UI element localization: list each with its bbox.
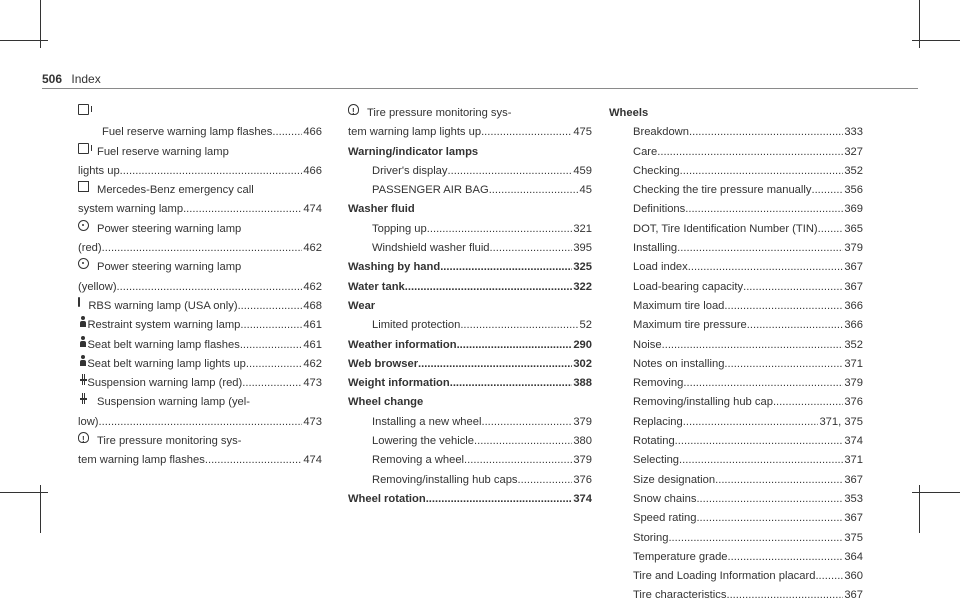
entry-text: Mercedes-Benz emergency call: [97, 184, 254, 197]
page-ref: 366: [844, 299, 863, 312]
sos-icon: [78, 181, 89, 192]
power-steering-icon: [78, 258, 89, 269]
seat-belt-icon: [78, 355, 79, 366]
index-entry: [78, 297, 322, 316]
dot-leader: [696, 490, 843, 509]
index-entry: [78, 316, 322, 335]
page-ref: 379: [573, 454, 592, 467]
entry-text: Tire pressure monitoring sys-: [97, 435, 242, 448]
page-ref: 52: [579, 319, 592, 332]
entry-text: Power steering warning lamp: [97, 222, 242, 235]
page-ref: 376: [573, 473, 592, 486]
index-entry: [348, 123, 592, 142]
entry-text: Removing/installing hub caps: [372, 473, 518, 486]
index-entry: [348, 104, 592, 123]
page-ref: 461: [303, 338, 322, 351]
dot-leader: [724, 297, 843, 316]
index-entry: [609, 567, 863, 586]
entry-text: Snow chains: [633, 492, 697, 505]
dot-leader: [815, 567, 843, 586]
dot-leader: [818, 220, 844, 239]
page-ref: 375: [844, 531, 863, 544]
index-column-2: [348, 104, 592, 509]
page-ref: 302: [573, 357, 592, 370]
entry-text: tem warning lamp flashes: [78, 454, 205, 467]
entry-text: Removing: [633, 377, 684, 390]
page-ref: 374: [844, 435, 863, 448]
dot-leader: [490, 239, 573, 258]
entry-heading: Wear: [348, 299, 376, 312]
entry-text: DOT, Tire Identification Number (TIN): [633, 222, 818, 235]
page-ref: 369: [844, 203, 863, 216]
entry-text: Suspension warning lamp (yel-: [97, 396, 250, 409]
entry-text: Maximum tire load: [633, 299, 725, 312]
entry-text: Fuel reserve warning lamp flashes: [102, 126, 273, 139]
dot-leader: [811, 181, 843, 200]
entry-text: Selecting: [633, 454, 680, 467]
page-ref: 290: [573, 338, 592, 351]
dot-leader: [460, 316, 578, 335]
power-steering-icon: [78, 220, 89, 231]
page-ref: 353: [844, 492, 863, 505]
entry-text: Noise: [633, 338, 662, 351]
page-ref: 321: [573, 222, 592, 235]
index-entry: [78, 181, 322, 200]
entry-text: Notes on installing: [633, 357, 725, 370]
index-entry: [348, 297, 592, 316]
page-ref: 352: [844, 164, 863, 177]
dot-leader: [481, 123, 572, 142]
page-ref: 466: [303, 164, 322, 177]
page-ref: 367: [844, 261, 863, 274]
index-entry: [609, 162, 863, 181]
entry-heading: Washer fluid: [348, 203, 415, 216]
page-ref: 366: [844, 319, 863, 332]
entry-text: tem warning lamp lights up: [348, 126, 482, 139]
index-entry: [78, 220, 322, 239]
dot-leader: [246, 355, 302, 374]
index-column-3: [609, 104, 863, 606]
index-entry: [609, 297, 863, 316]
page-header: [42, 72, 101, 86]
index-entry: [609, 490, 863, 509]
dot-leader: [418, 355, 572, 374]
entry-text: Definitions: [633, 203, 686, 216]
entry-text: Storing: [633, 531, 669, 544]
entry-heading: Wheel rotation: [348, 492, 426, 505]
entry-text: Seat belt warning lamp flashes: [87, 338, 240, 351]
dot-leader: [464, 451, 572, 470]
page-ref: 356: [844, 184, 863, 197]
index-entry: [78, 143, 322, 162]
dot-leader: [773, 393, 843, 412]
page-number: 506: [42, 72, 63, 86]
page-ref: 462: [303, 242, 322, 255]
entry-text: Topping up: [372, 222, 427, 235]
index-entry: [609, 432, 863, 451]
restraint-system-icon: [78, 316, 79, 327]
entry-text: Lowering the vehicle: [372, 435, 474, 448]
dot-leader: [743, 278, 843, 297]
suspension-icon: [78, 393, 89, 404]
entry-text: (red): [78, 242, 102, 255]
page-ref: 473: [303, 377, 322, 390]
entry-text: Windshield washer fluid: [372, 242, 490, 255]
index-entry: [609, 220, 863, 239]
entry-text: low): [78, 415, 99, 428]
page-ref: 379: [844, 377, 863, 390]
index-entry: [348, 220, 592, 239]
index-entry: [609, 548, 863, 567]
entry-text: Power steering warning lamp: [97, 261, 242, 274]
index-entry: [609, 586, 863, 605]
page-ref: 365: [844, 222, 863, 235]
dot-leader: [726, 586, 843, 605]
index-entry: [78, 393, 322, 412]
page-ref: 367: [844, 280, 863, 293]
index-entry: [609, 451, 863, 470]
entry-text: (yellow): [78, 280, 117, 293]
index-entry: [609, 316, 863, 335]
page-ref: 462: [303, 280, 322, 293]
index-entry: [609, 258, 863, 277]
page-ref: 367: [844, 512, 863, 525]
index-entry: [348, 413, 592, 432]
index-entry: [78, 104, 322, 123]
page-ref: 371: [844, 357, 863, 370]
dot-leader: [102, 239, 303, 258]
page-ref: 364: [844, 550, 863, 563]
entry-text: Load-bearing capacity: [633, 280, 744, 293]
fuel-reserve-icon: [78, 104, 89, 115]
entry-heading: Wheels: [609, 107, 649, 119]
entry-text: lights up: [78, 164, 120, 177]
index-entry: [78, 451, 322, 470]
entry-heading: Warning/indicator lamps: [348, 145, 479, 158]
dot-leader: [696, 509, 843, 528]
index-entry: [348, 239, 592, 258]
page-ref: 474: [303, 203, 322, 216]
index-entry: [609, 336, 863, 355]
index-entry: [78, 123, 322, 142]
dot-leader: [668, 529, 843, 548]
dot-leader: [683, 374, 843, 393]
entry-text: system warning lamp: [78, 203, 184, 216]
index-entry: [348, 200, 592, 219]
entry-text: Limited protection: [372, 319, 461, 332]
index-entry: [348, 162, 592, 181]
index-entry: [348, 355, 592, 374]
crop-mark: [0, 492, 48, 493]
dot-leader: [489, 181, 579, 200]
index-entry: [348, 471, 592, 490]
entry-heading: Weight information: [348, 377, 450, 390]
dot-leader: [715, 471, 843, 490]
page-ref: 395: [573, 242, 592, 255]
entry-text: Suspension warning lamp (red): [87, 377, 243, 390]
dot-leader: [747, 316, 844, 335]
page-ref: 374: [573, 492, 592, 505]
dot-leader: [518, 471, 573, 490]
fuel-reserve-icon: [78, 143, 89, 154]
entry-text: Size designation: [633, 473, 716, 486]
page-ref: 322: [573, 280, 592, 293]
entry-text: Removing a wheel: [372, 454, 465, 467]
dot-leader: [240, 336, 303, 355]
page-ref: 474: [303, 454, 322, 467]
index-entry: [348, 490, 592, 509]
seat-belt-icon: [78, 336, 79, 347]
page-ref: 461: [303, 319, 322, 332]
index-entry: [78, 413, 322, 432]
index-entry: [78, 278, 322, 297]
entry-text: Breakdown: [633, 126, 689, 139]
section-title: Index: [71, 72, 101, 86]
index-entry: [78, 239, 322, 258]
entry-text: Fuel reserve warning lamp: [97, 145, 229, 158]
entry-text: Checking: [633, 164, 680, 177]
page-ref: 376: [844, 396, 863, 409]
dot-leader: [724, 355, 843, 374]
index-entry: [78, 162, 322, 181]
index-entry: [609, 393, 863, 412]
dot-leader: [205, 451, 302, 470]
page-ref: 371: [844, 454, 863, 467]
page-ref: 380: [573, 435, 592, 448]
page-ref: 325: [573, 261, 592, 274]
index-entry: [348, 393, 592, 412]
page-ref: 468: [303, 299, 322, 312]
dot-leader: [450, 374, 573, 393]
dot-leader: [117, 278, 303, 297]
entry-heading: Water tank: [348, 280, 405, 293]
dot-leader: [688, 258, 844, 277]
entry-heading: Web browser: [348, 357, 419, 370]
crop-mark: [0, 40, 48, 41]
entry-text: Maximum tire pressure: [633, 319, 747, 332]
page-ref: 466: [303, 126, 322, 139]
entry-text: Removing/installing hub cap: [633, 396, 773, 409]
index-entry: [609, 123, 863, 142]
entry-text: Tire characteristics: [633, 589, 727, 602]
index-column-1: [78, 104, 322, 471]
suspension-icon: [78, 374, 79, 385]
index-entry: [78, 355, 322, 374]
index-entry: [348, 451, 592, 470]
page-ref: 367: [844, 473, 863, 486]
dot-leader: [457, 336, 573, 355]
index-entry: [609, 181, 863, 200]
page-ref: 462: [303, 357, 322, 370]
page-ref: 388: [573, 377, 592, 390]
index-entry: [348, 258, 592, 277]
dot-leader: [679, 451, 843, 470]
page-ref: 367: [844, 589, 863, 602]
entry-heading: Weather information: [348, 338, 457, 351]
dot-leader: [120, 162, 303, 181]
index-entry: [78, 432, 322, 451]
dot-leader: [183, 200, 302, 219]
entry-text: Driver's display: [372, 164, 448, 177]
entry-text: Load index: [633, 261, 688, 274]
index-entry: [78, 374, 322, 393]
dot-leader: [689, 123, 843, 142]
dot-leader: [683, 413, 819, 432]
index-entry: [609, 355, 863, 374]
entry-text: Restraint system warning lamp: [87, 319, 241, 332]
index-entry: [348, 432, 592, 451]
dot-leader: [657, 143, 843, 162]
dot-leader: [242, 374, 302, 393]
entry-text: PASSENGER AIR BAG: [372, 184, 489, 197]
page-ref: 333: [844, 126, 863, 139]
entry-text: Rotating: [633, 435, 675, 448]
dot-leader: [677, 239, 843, 258]
entry-text: Installing: [633, 242, 678, 255]
index-entry: [609, 529, 863, 548]
page-ref: 327: [844, 145, 863, 158]
entry-text: Speed rating: [633, 512, 697, 525]
entry-text: Replacing: [633, 415, 683, 428]
entry-heading: Wheel change: [348, 396, 424, 409]
page-ref: 360: [844, 570, 863, 583]
dot-leader: [481, 413, 572, 432]
index-entry: [609, 239, 863, 258]
dot-leader: [675, 432, 844, 451]
tire-pressure-icon: [348, 104, 359, 115]
index-entry: [348, 316, 592, 335]
dot-leader: [405, 278, 573, 297]
dot-leader: [240, 316, 302, 335]
index-entry: [609, 278, 863, 297]
dot-leader: [685, 200, 843, 219]
entry-text: RBS warning lamp (USA only): [88, 299, 238, 312]
page-ref: 45: [579, 184, 592, 197]
index-entry: [609, 471, 863, 490]
dot-leader: [680, 162, 844, 181]
index-entry: [348, 278, 592, 297]
page-ref: 371, 375: [819, 415, 863, 428]
page-ref: 352: [844, 338, 863, 351]
dot-leader: [272, 123, 302, 142]
index-entry: [609, 413, 863, 432]
dot-leader: [426, 490, 573, 509]
entry-text: Temperature grade: [633, 550, 728, 563]
rbs-icon: [78, 297, 80, 307]
index-entry: [609, 509, 863, 528]
entry-text: Care: [633, 145, 658, 158]
index-entry: [348, 181, 592, 200]
index-entry: [609, 200, 863, 219]
index-entry: [348, 374, 592, 393]
page-ref: 379: [573, 415, 592, 428]
crop-mark: [912, 40, 960, 41]
crop-mark: [912, 492, 960, 493]
entry-text: Seat belt warning lamp lights up: [87, 357, 246, 370]
dot-leader: [448, 162, 573, 181]
entry-heading: Washing by hand: [348, 261, 441, 274]
dot-leader: [427, 220, 573, 239]
index-entry: [78, 200, 322, 219]
header-divider: [42, 88, 918, 89]
index-entry: [609, 374, 863, 393]
entry-text: Checking the tire pressure manually: [633, 184, 812, 197]
index-entry: [348, 336, 592, 355]
index-entry: [609, 104, 863, 123]
index-entry: [78, 336, 322, 355]
page-ref: 459: [573, 164, 592, 177]
entry-text: Tire and Loading Information placard: [633, 570, 816, 583]
page-ref: 475: [573, 126, 592, 139]
page-ref: 473: [303, 415, 322, 428]
dot-leader: [99, 413, 303, 432]
entry-text: Tire pressure monitoring sys-: [367, 107, 512, 119]
dot-leader: [474, 432, 572, 451]
index-entry: [78, 258, 322, 277]
page-ref: 379: [844, 242, 863, 255]
dot-leader: [238, 297, 303, 316]
dot-leader: [728, 548, 844, 567]
index-entry: [609, 143, 863, 162]
dot-leader: [662, 336, 844, 355]
tire-pressure-icon: [78, 432, 89, 443]
dot-leader: [440, 258, 572, 277]
index-entry: [348, 143, 592, 162]
entry-text: Installing a new wheel: [372, 415, 482, 428]
